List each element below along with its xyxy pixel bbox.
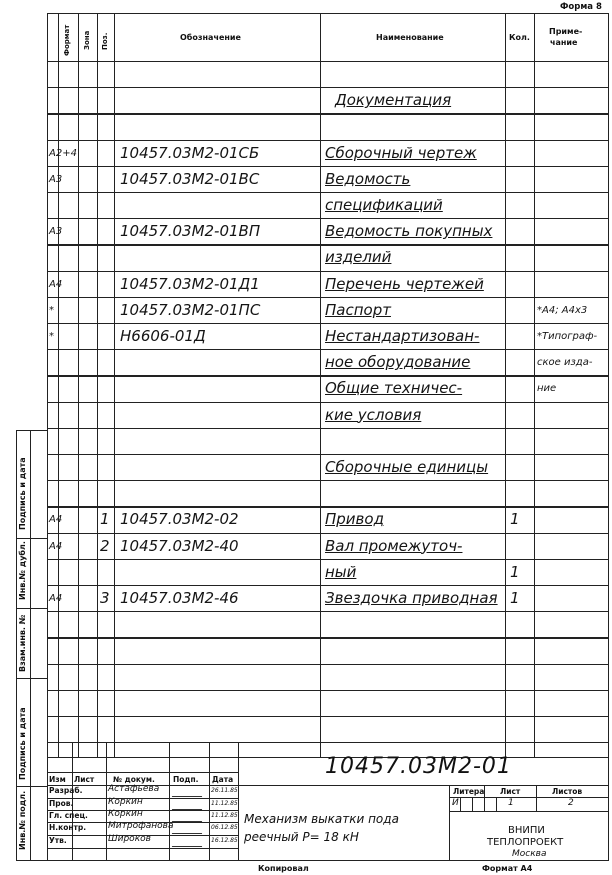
cell-qty: 1 bbox=[510, 562, 520, 581]
header-name: Наименование bbox=[376, 33, 444, 42]
cell-format: А3 bbox=[49, 226, 63, 238]
cell-designation: 10457.03М2-01ВП bbox=[120, 222, 261, 241]
cell-format: А2+4 bbox=[49, 147, 77, 159]
cell-name: кие условия bbox=[325, 405, 422, 424]
cell-designation: 10457.03М2-01ВС bbox=[120, 169, 260, 188]
cell-name: Документация bbox=[335, 91, 452, 110]
tb-person-name: Митрофанова bbox=[108, 821, 174, 831]
cell-name: спецификаций bbox=[325, 196, 443, 214]
cell-name: Сборочные единицы bbox=[325, 458, 489, 476]
side-label-inv-dubl: Инв.№ дубл. bbox=[18, 541, 27, 600]
tb-person-name: Широков bbox=[108, 834, 151, 844]
cell-designation: 10457.03М2-02 bbox=[120, 510, 239, 529]
tb-col-izm: Изм bbox=[49, 775, 66, 784]
header-note-1: Приме- bbox=[549, 27, 583, 36]
cell-pos: 3 bbox=[100, 589, 110, 607]
frame-top bbox=[47, 13, 609, 14]
cell-note: *Типограф- bbox=[537, 331, 598, 342]
side-label-inv-podl: Инв.№ подл. bbox=[18, 790, 27, 850]
cell-qty: 1 bbox=[510, 589, 520, 607]
cell-name: ное оборудование bbox=[325, 353, 471, 372]
tb-role: Пров. bbox=[49, 799, 74, 808]
header-format: Формат bbox=[63, 24, 71, 56]
tb-org-line2: ТЕПЛОПРОЕКТ bbox=[487, 837, 564, 848]
tb-role: Утв. bbox=[49, 836, 67, 845]
tb-org-line1: ВНИПИ bbox=[508, 825, 545, 836]
tb-listov-value: 2 bbox=[568, 798, 574, 808]
tb-col-podp: Подп. bbox=[173, 775, 199, 784]
cell-name: Ведомость покупных bbox=[325, 222, 493, 241]
header-pos: Поз. bbox=[101, 32, 109, 50]
tb-product-line2: реечный Р= 18 кН bbox=[244, 830, 359, 844]
cell-note: ское изда- bbox=[537, 357, 593, 369]
cell-designation: 10457.03М2-01Д1 bbox=[120, 274, 260, 293]
tb-person-name: Астафьева bbox=[108, 784, 160, 794]
tb-list-label: Лист bbox=[500, 787, 521, 796]
side-label-vzam-inv: Взам.инв. № bbox=[18, 614, 27, 672]
cell-name: Ведомость bbox=[325, 169, 411, 188]
cell-name: Перечень чертежей bbox=[325, 274, 484, 293]
cell-format: А4 bbox=[49, 593, 63, 604]
cell-designation: 10457.03М2-40 bbox=[120, 536, 239, 555]
signature-mark bbox=[172, 785, 206, 797]
header-qty: Кол. bbox=[509, 33, 530, 42]
cell-name: Нестандартизован- bbox=[325, 327, 480, 345]
tb-list-value: 1 bbox=[508, 798, 514, 808]
side-label-podp-data: Подпись и дата bbox=[18, 457, 27, 530]
cell-format: А4 bbox=[49, 278, 63, 290]
tb-litera-value: И bbox=[452, 798, 459, 808]
tb-sign-date: 16.12.85 bbox=[211, 837, 238, 844]
cell-designation: 10457.03М2-01СБ bbox=[120, 143, 260, 162]
cell-name: Вал промежуточ- bbox=[325, 536, 463, 555]
tb-city: Москва bbox=[512, 849, 547, 859]
cell-name: Звездочка приводная bbox=[325, 589, 498, 607]
tb-sign-date: 11.12.85 bbox=[211, 812, 238, 819]
cell-pos: 2 bbox=[100, 536, 110, 555]
cell-note: *А4; А4х3 bbox=[537, 304, 588, 316]
cell-name: Привод bbox=[325, 510, 384, 529]
cell-note: ние bbox=[537, 383, 557, 395]
cell-format: * bbox=[49, 304, 54, 316]
cell-name: Общие техничес- bbox=[325, 379, 463, 398]
header-zone: Зона bbox=[83, 30, 91, 50]
header-note-2: чание bbox=[550, 38, 578, 47]
tb-role: Н.контр. bbox=[49, 823, 87, 832]
cell-format: * bbox=[49, 331, 54, 342]
tb-col-data: Дата bbox=[212, 775, 234, 784]
tb-listov-label: Листов bbox=[552, 787, 583, 796]
tb-sign-date: 11.12.85 bbox=[211, 800, 238, 807]
signature-mark bbox=[172, 822, 206, 834]
cell-name: ный bbox=[325, 562, 357, 581]
frame-bottom bbox=[47, 860, 609, 861]
footer-format: Формат А4 bbox=[482, 864, 533, 873]
cell-designation: Н6606-01Д bbox=[120, 327, 206, 345]
cell-qty: 1 bbox=[510, 510, 520, 529]
side-label-podp-data-2: Подпись и дата bbox=[18, 707, 27, 780]
tb-person-name: Коркин bbox=[108, 797, 143, 807]
side-strip-divider bbox=[30, 430, 31, 860]
footer-copied: Копировал bbox=[258, 864, 309, 873]
tb-product-line1: Механизм выкатки пода bbox=[244, 812, 399, 826]
tb-sign-date: 26.11.85 bbox=[211, 787, 238, 794]
tb-litera-label: Литера bbox=[453, 787, 485, 796]
tb-col-doc: № докум. bbox=[113, 775, 155, 784]
tb-col-list: Лист bbox=[74, 775, 95, 784]
signature-mark bbox=[172, 810, 206, 822]
cell-pos: 1 bbox=[100, 510, 110, 529]
cell-name: Сборочный чертеж bbox=[325, 143, 477, 162]
cell-designation: 10457.03М2-01ПС bbox=[120, 300, 261, 319]
cell-format: А4 bbox=[49, 540, 63, 552]
tb-role: Гл. спец. bbox=[49, 811, 88, 820]
cell-name: изделий bbox=[325, 248, 392, 267]
signature-mark bbox=[172, 798, 206, 810]
tb-person-name: Коркин bbox=[108, 809, 143, 819]
cell-name: Паспорт bbox=[325, 300, 391, 319]
cell-format: А3 bbox=[49, 173, 63, 185]
form-label: Форма 8 bbox=[560, 2, 602, 12]
cell-designation: 10457.03М2-46 bbox=[120, 589, 239, 607]
signature-mark bbox=[172, 835, 206, 847]
tb-role: Разраб. bbox=[49, 786, 83, 795]
tb-designation: 10457.03М2-01 bbox=[325, 754, 512, 779]
cell-format: А4 bbox=[49, 514, 63, 526]
tb-sign-date: 06.12.85 bbox=[211, 824, 238, 831]
header-designation: Обозначение bbox=[180, 33, 241, 42]
